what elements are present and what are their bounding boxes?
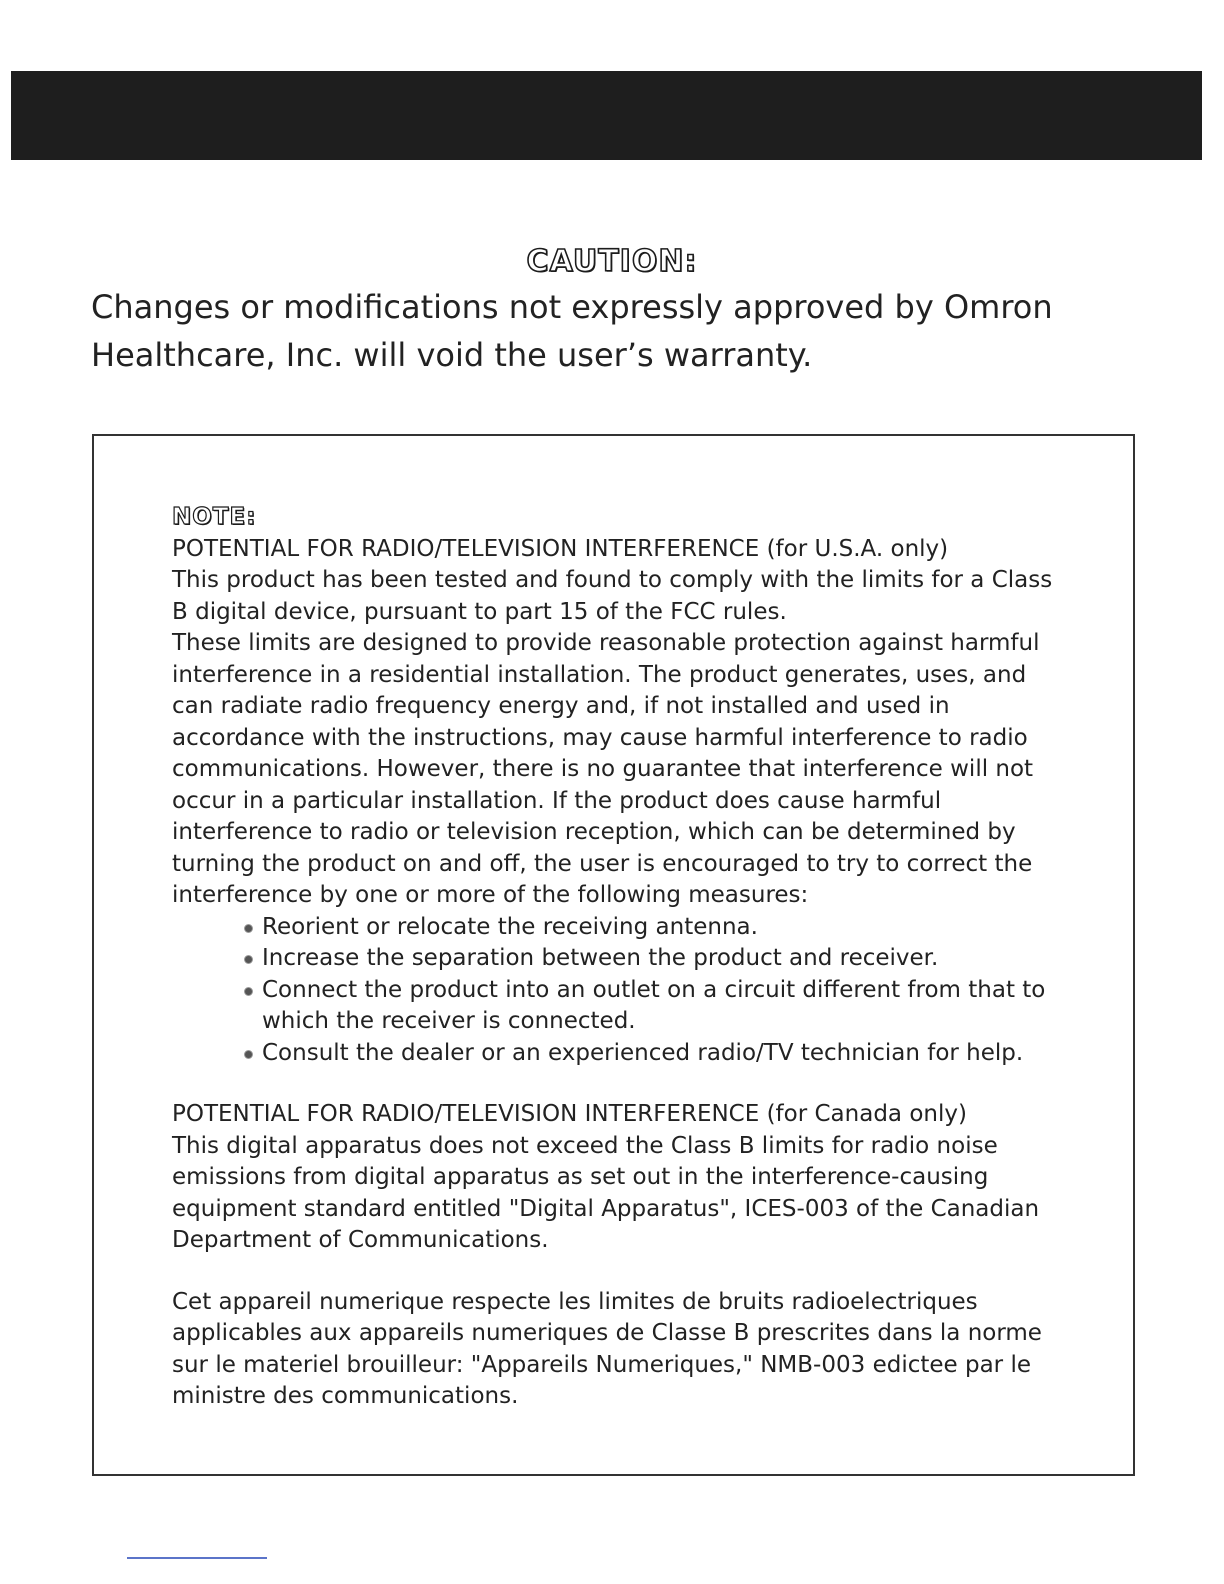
usa-paragraph-1: This product has been tested and found to comply with the limits for a Class B digital device, pursuant to part 15 of the FCC rules.: [172, 567, 1053, 625]
french-paragraph: Cet appareil numerique respecte les limites de bruits radioelectriques applicables aux appareils numeriques de Classe B prescrites dans la norme sur le materiel brouilleur: "Appareils Numeriques," NMB-003 edictee par le ministre des communications.: [172, 1288, 1042, 1409]
usa-heading: POTENTIAL FOR RADIO/TELEVISION INTERFERENCE (for U.S.A. only): [172, 535, 949, 562]
note-label: NOTE:: [172, 504, 257, 530]
spacer: [172, 1069, 1072, 1099]
canada-heading: POTENTIAL FOR RADIO/TELEVISION INTERFERENCE (for Canada only): [172, 1101, 967, 1127]
header-bar: [11, 71, 1202, 160]
list-item: Reorient or relocate the receiving antenna.: [242, 912, 1072, 944]
canada-paragraph: This digital apparatus does not exceed the Class B limits for radio noise emissions from digital apparatus as set out in the interference-causing equipment standard entitled "Digital Apparatus", ICES-003 of the Canadian Department of Communications.: [172, 1132, 1040, 1253]
caution-text: Changes or modifications not expressly approved by Omron Healthcare, Inc. will void the user’s warranty.: [91, 288, 1053, 374]
spacer: [172, 1257, 1072, 1287]
caution-heading: CAUTION:: [526, 244, 698, 279]
list-item: Increase the separation between the product and receiver.: [242, 943, 1072, 975]
usa-paragraph-2: These limits are designed to provide reasonable protection against harmful interference in a residential installation. The product generates, uses, and can radiate radio frequency energy and, if not installed and used in accordance with the instructions, may cause harmful interference to radio communications. However, there is no guarantee that interference will not occur in a particular installation. If the product does cause harmful interference to radio or television reception, which can be determined by turning the product on and off, the user is encouraged to try to correct the interference by one or more of the following measures:: [172, 630, 1040, 908]
measures-list: [172, 912, 1072, 1070]
list-item: Connect the product into an outlet on a circuit different from that to which the receiver is connected.: [242, 975, 1072, 1038]
list-item: Consult the dealer or an experienced radio/TV technician for help.: [242, 1038, 1072, 1070]
footer-rule: [127, 1557, 267, 1559]
note-content: [172, 502, 1072, 1413]
